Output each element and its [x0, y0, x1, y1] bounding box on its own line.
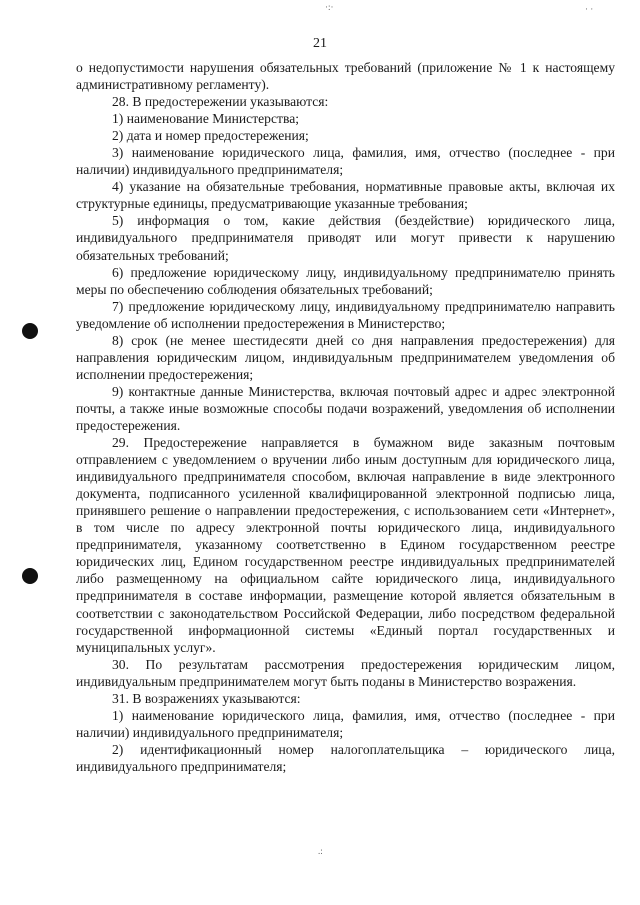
document-body — [76, 59, 615, 775]
binder-hole-bottom — [22, 568, 38, 584]
list-item: 6) предложение юридическому лицу, индивидуальному предпринимателю принять меры по обеспечению соблюдения обязательных требований; — [76, 264, 615, 297]
list-item: 3) наименование юридического лица, фамилия, имя, отчество (последнее - при наличии) индивидуального предпринимателя; — [76, 145, 615, 178]
list-item: 9) контактные данные Министерства, включая почтовый адрес и адрес электронной почты, а также иные возможные способы подачи возражений, уведомления об исполнении предостережения. — [76, 383, 615, 433]
page-number: 21 — [313, 36, 327, 51]
paragraph: 31. В возражениях указываются: — [112, 690, 301, 706]
list-item: 5) информация о том, какие действия (бездействие) юридического лица, индивидуального предпринимателя приводят или могут привести к нарушению обязательных требований; — [76, 213, 615, 263]
list-item: 8) срок (не менее шестидесяти дней со дня направления предостережения) для направления юридическим лицом, индивидуальным предпринимателем уведомления об исполнении предостережения; — [76, 332, 615, 382]
scan-speck: · · — [585, 4, 594, 14]
list-item: 1) наименование юридического лица, фамилия, имя, отчество (последнее - при наличии) индивидуального предпринимателя; — [76, 707, 615, 740]
paragraph: 30. По результатам рассмотрения предостережения юридическим лицом, индивидуальным предпринимателем могут быть поданы в Министерство возражения. — [76, 656, 615, 689]
list-item: 2) дата и номер предостережения; — [112, 128, 309, 144]
paragraph: 28. В предостережении указываются: — [112, 94, 329, 110]
paragraph: о недопустимости нарушения обязательных требований (приложение № 1 к настоящему административному регламенту). — [76, 60, 615, 93]
scan-speck: .: — [318, 846, 323, 856]
binder-hole-top — [22, 323, 38, 339]
paragraph: 29. Предостережение направляется в бумажном виде заказным почтовым отправлением с уведомлением о вручении либо иным доступным для юридического лица, индивидуального предпринимателя способом, включая направление в виде электронного документа, подписанного усиленной квалифицированной электронной подписью лица, принявшего решение о направлении предостережения, с использованием сети «Интернет», в том числе по адресу электронной почты юридического лица, индивидуального предпринимателя, указанному соответственно в Едином государственном реестре юридических лиц, Едином государственном реестре индивидуальных предпринимателей либо размещенному на официальном сайте юридического лица, индивидуального предпринимателя в составе информации, размещение которой является обязательным в соответствии с законодательством Российской Федерации, либо посредством федеральной государственной информационной системы «Единый портал государственных и муниципальных услуг». — [76, 435, 615, 655]
list-item: 7) предложение юридическому лицу, индивидуальному предпринимателю направить уведомление об исполнении предостережения в Министерство; — [76, 298, 615, 331]
list-item: 4) указание на обязательные требования, нормативные правовые акты, включая их структурные единицы, предусматривающие указанные требования; — [76, 179, 615, 212]
list-item: 2) идентификационный номер налогоплательщика – юридического лица, индивидуального предпринимателя; — [76, 741, 615, 774]
scan-speck: ·:· — [325, 2, 334, 12]
list-item: 1) наименование Министерства; — [112, 111, 300, 127]
